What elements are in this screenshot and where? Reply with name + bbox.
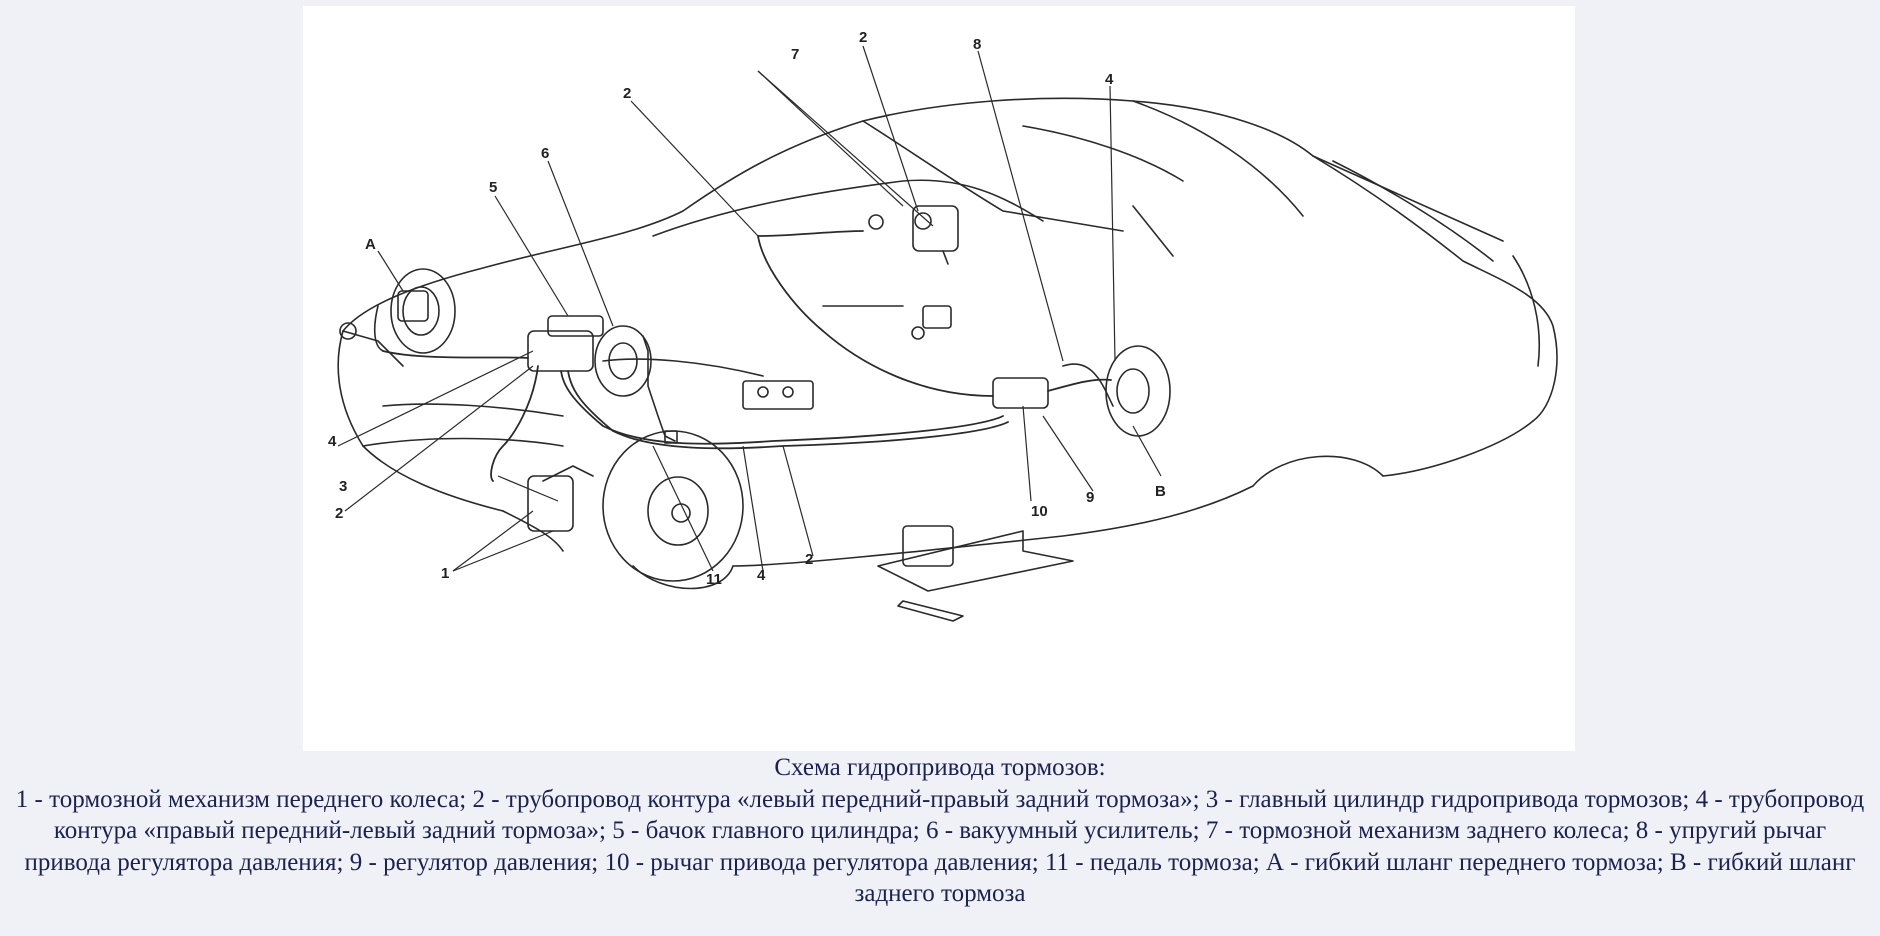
label-B: В	[1155, 483, 1166, 500]
label-2-bottom: 2	[805, 551, 814, 568]
label-9: 9	[1086, 489, 1095, 506]
regulator-bracket	[912, 306, 951, 339]
car-body-outline	[338, 98, 1557, 588]
label-4-right: 4	[1105, 71, 1114, 88]
label-8: 8	[973, 36, 982, 53]
label-4-left: 4	[328, 433, 337, 450]
caption-title: Схема гидропривода тормозов:	[774, 754, 1106, 781]
label-10: 10	[1031, 503, 1048, 520]
figure-caption	[0, 752, 1880, 910]
diagram-labels	[328, 29, 1166, 588]
front-right-brake	[528, 431, 743, 581]
pedal-bracket	[743, 381, 813, 409]
label-11: 11	[706, 571, 722, 588]
caption-legend: 1 - тормозной механизм переднего колеса; 2 - трубопровод контура «левый передний-правый задний тормоза»; 3 - главный цилиндр гидропривода тормозов; 4 - трубопровод контура «правый передний-левый задний тормоза»; 5 - бачок главного цилиндра; 6 - вакуумный усилитель; 7 - тормозной механизм заднего колеса; 8 - упругий рычаг привода регулятора давления; 9 - регулятор давления; 10 - рычаг привода регулятора давления; 11 - педаль тормоза; А - гибкий шланг переднего тормоза; В - гибкий шланг заднего тормоза	[15, 785, 1865, 907]
label-2-left: 2	[335, 505, 344, 522]
label-3: 3	[339, 478, 348, 495]
rear-left-brake	[993, 346, 1170, 436]
brake-pedal	[643, 336, 677, 443]
brake-diagram-figure	[303, 6, 1575, 751]
label-2-top: 2	[623, 85, 632, 102]
rear-right-brake	[869, 206, 958, 264]
brake-pipes	[383, 231, 1111, 481]
brake-system-drawing	[303, 6, 1575, 751]
label-7: 7	[791, 46, 800, 63]
floor-bracket-detail	[878, 526, 1073, 621]
label-2-right: 2	[859, 29, 868, 46]
label-1: 1	[441, 565, 450, 582]
label-5: 5	[489, 179, 498, 196]
leader-lines	[338, 46, 1161, 571]
label-6: 6	[541, 145, 550, 162]
label-4-bottom: 4	[757, 567, 766, 584]
label-A: А	[365, 236, 376, 253]
master-cylinder-assembly	[528, 316, 651, 396]
